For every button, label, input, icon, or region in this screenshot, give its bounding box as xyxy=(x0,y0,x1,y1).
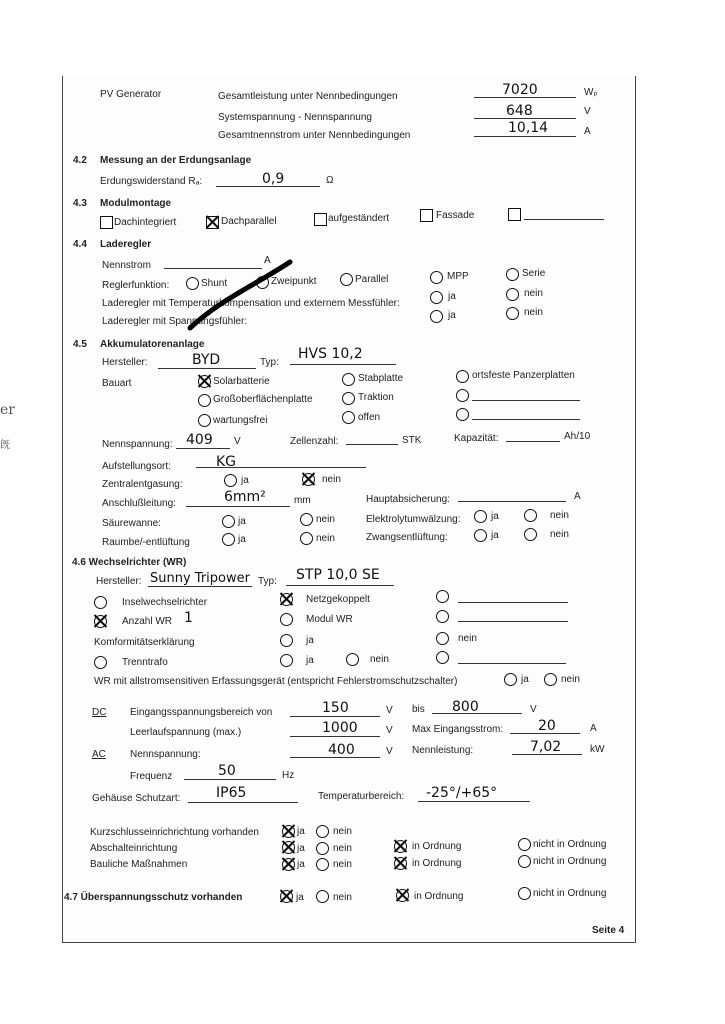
schutzart-value[interactable]: IP65 xyxy=(216,785,247,801)
label-trenntrafo-ja: ja xyxy=(306,655,314,666)
label-saeure-nein: nein xyxy=(316,514,335,525)
page-number: Seite 4 xyxy=(592,925,625,936)
temperatur-label: Temperaturbereich: xyxy=(318,791,405,802)
abschalt-label: Abschalteinrichtung xyxy=(90,843,178,854)
label-netzgekoppelt: Netzgekoppelt xyxy=(306,594,370,605)
radio-kurz-nein[interactable] xyxy=(316,825,329,838)
radio-traktion[interactable] xyxy=(342,392,355,405)
frequenz-unit: Hz xyxy=(282,770,295,781)
label-wartungsfrei: wartungsfrei xyxy=(213,415,268,426)
nennleistung-label: Nennleistung: xyxy=(412,745,474,756)
leerlauf-label: Leerlaufspannung (max.) xyxy=(130,727,242,738)
radio-baulich-nein[interactable] xyxy=(316,858,329,871)
label-ueberspannung-nein: nein xyxy=(333,892,352,903)
radio-baulich-ja[interactable] xyxy=(282,858,295,871)
konformitaet-label: Komformitätserklärung xyxy=(94,637,195,648)
label-baulich-ja: ja xyxy=(297,859,305,870)
label-spannfuehler-ja: ja xyxy=(448,310,456,321)
radio-bauart-other-2[interactable] xyxy=(456,408,469,421)
label-abschalt-ja: ja xyxy=(297,843,305,854)
radio-ueberspannung-ja[interactable] xyxy=(280,890,293,903)
pv-power-value[interactable]: 7020 xyxy=(502,82,538,98)
radio-allstrom-nein[interactable] xyxy=(544,673,557,686)
label-ueberspannung-ordnung: in Ordnung xyxy=(414,891,464,902)
label-elektrolyt-ja: ja xyxy=(491,511,499,522)
pv-voltage-unit: V xyxy=(584,106,591,117)
radio-netzgekoppelt[interactable] xyxy=(280,593,293,606)
eingang-von-value[interactable]: 150 xyxy=(322,700,349,716)
label-abschalt-nicht: nicht in Ordnung xyxy=(533,839,607,850)
wr-other-2-line xyxy=(458,621,568,622)
aufstellungsort-label: Aufstellungsort: xyxy=(102,461,171,472)
section-4-6-title: 4.6 Wechselrichter (WR) xyxy=(72,557,187,568)
radio-zwangs-nein[interactable] xyxy=(524,528,537,541)
schutzart-line xyxy=(188,802,298,803)
label-kurz-ja: ja xyxy=(297,826,305,837)
ac-label: AC xyxy=(92,749,106,760)
pv-voltage-value[interactable]: 648 xyxy=(506,103,533,119)
anschlussleitung-value[interactable]: 6mm² xyxy=(224,489,266,505)
leerlauf-unit: V xyxy=(386,725,393,736)
bauart-other-1-line xyxy=(472,400,580,401)
bauart-other-2-line xyxy=(472,419,580,420)
radio-saeure-ja[interactable] xyxy=(222,515,235,528)
label-allstrom-nein: nein xyxy=(561,674,580,685)
radio-offen[interactable] xyxy=(342,411,355,424)
earth-resistance-value[interactable]: 0,9 xyxy=(262,171,285,187)
raumbelueftung-label: Raumbe/-entlüftung xyxy=(102,537,190,548)
radio-wartungsfrei[interactable] xyxy=(198,414,211,427)
label-konform-ja: ja xyxy=(306,635,314,646)
wr-other-1-line xyxy=(458,602,568,603)
label-saeure-ja: ja xyxy=(238,516,246,527)
maxstrom-unit: A xyxy=(590,723,597,734)
radio-raum-ja[interactable] xyxy=(222,533,235,546)
label-modul-wr: Modul WR xyxy=(306,614,353,625)
battery-voltage-unit: V xyxy=(234,436,241,447)
kapazitaet-label: Kapazität: xyxy=(454,433,499,444)
section-4-5-title: Akkumulatorenanlage xyxy=(100,339,205,350)
hauptabsicherung-unit: A xyxy=(574,491,581,502)
label-panzerplatten: ortsfeste Panzerplatten xyxy=(472,370,575,381)
ac-voltage-value[interactable]: 400 xyxy=(328,742,355,758)
label-ueberspannung-nicht: nicht in Ordnung xyxy=(533,888,607,899)
wr-other-3-line xyxy=(458,663,566,664)
label-tempcomp-ja: ja xyxy=(448,291,456,302)
kapazitaet-unit: Ah/10 xyxy=(564,431,591,442)
battery-manufacturer-value[interactable]: BYD xyxy=(192,352,221,368)
radio-bauart-other-1[interactable] xyxy=(456,389,469,402)
nennstrom-unit: A xyxy=(264,255,271,266)
radio-solarbatterie[interactable] xyxy=(198,375,211,388)
frequenz-label: Frequenz xyxy=(130,771,173,782)
label-baulich-nein: nein xyxy=(333,859,352,870)
label-parallel: Parallel xyxy=(355,274,389,285)
battery-type-line xyxy=(290,364,396,365)
radio-trenntrafo-nein[interactable] xyxy=(346,653,359,666)
eingang-bis-value[interactable]: 800 xyxy=(452,699,479,715)
label-tempcomp-nein: nein xyxy=(524,288,543,299)
radio-abschalt-ja[interactable] xyxy=(282,841,295,854)
leerlauf-line xyxy=(290,736,380,737)
radio-zentral-nein[interactable] xyxy=(302,473,315,486)
label-dachparallel: Dachparallel xyxy=(221,216,277,227)
label-anzahl-wr: Anzahl WR xyxy=(122,616,173,627)
label-zweipunkt: Zweipunkt xyxy=(271,276,317,287)
label-ueberspannung-ja: ja xyxy=(296,892,304,903)
label-inselwechselrichter: Inselwechselrichter xyxy=(122,597,208,608)
radio-zwangs-ja[interactable] xyxy=(474,529,487,542)
label-baulich-ordnung: in Ordnung xyxy=(412,858,462,869)
label-elektrolyt-nein: nein xyxy=(550,510,569,521)
label-shunt: Shunt xyxy=(201,278,228,289)
temperatur-value[interactable]: -25°/+65° xyxy=(426,785,498,801)
radio-allstrom-ja[interactable] xyxy=(504,673,517,686)
label-spannfuehler-nein: nein xyxy=(524,307,543,318)
elektrolyt-label: Elektrolytumwälzung: xyxy=(366,514,461,525)
pv-current-label: Gesamtnennstrom unter Nennbedingungen xyxy=(218,130,411,141)
kapazitaet-line xyxy=(506,441,560,442)
eingang-von-line xyxy=(290,716,380,717)
label-zwangs-ja: ja xyxy=(491,530,499,541)
radio-trenntrafo[interactable] xyxy=(94,656,107,669)
radio-panzerplatten[interactable] xyxy=(456,370,469,383)
section-4-5-number: 4.5 xyxy=(73,339,87,350)
maxstrom-label: Max Eingangsstrom: xyxy=(412,724,504,735)
radio-zentral-ja[interactable] xyxy=(224,474,237,487)
hauptabsicherung-label: Hauptabsicherung: xyxy=(366,494,450,505)
frequenz-line xyxy=(184,779,276,780)
allstrom-label: WR mit allstromsensitiven Erfassungsgerät (entspricht Fehlerstromschutzschalter) xyxy=(94,676,458,687)
schutzart-label: Gehäuse Schutzart: xyxy=(92,793,181,804)
radio-stabplatte[interactable] xyxy=(342,373,355,386)
label-zentral-nein: nein xyxy=(322,474,341,485)
label-solarbatterie: Solarbatterie xyxy=(213,376,270,387)
anzahl-wr-value[interactable]: 1 xyxy=(184,610,193,626)
battery-type-value[interactable]: HVS 10,2 xyxy=(298,346,363,362)
tempcomp-label: Laderegler mit Temperaturkompensation und externem Messfühler: xyxy=(102,298,400,309)
label-trenntrafo: Trenntrafo xyxy=(122,657,168,668)
label-baulich-nicht: nicht in Ordnung xyxy=(533,856,607,867)
aufstellungsort-value[interactable]: KG xyxy=(216,454,237,470)
battery-voltage-label: Nennspannung: xyxy=(102,439,173,450)
label-fassade: Fassade xyxy=(436,210,475,221)
pv-voltage-label: Systemspannung - Nennspannung xyxy=(218,112,372,123)
battery-voltage-value[interactable]: 409 xyxy=(186,432,213,448)
radio-trenntrafo-ja[interactable] xyxy=(280,654,293,667)
label-traktion: Traktion xyxy=(358,392,394,403)
bauart-label: Bauart xyxy=(102,378,132,389)
radio-raum-nein[interactable] xyxy=(300,532,313,545)
label-abschalt-nein: nein xyxy=(333,843,352,854)
radio-grossoberflaeche[interactable] xyxy=(198,394,211,407)
frequenz-value[interactable]: 50 xyxy=(218,763,236,779)
radio-ueberspannung-nein[interactable] xyxy=(316,890,329,903)
kurzschluss-label: Kurzschlusseinrichrichtung vorhanden xyxy=(90,827,259,838)
radio-abschalt-nein[interactable] xyxy=(316,842,329,855)
spannfuehler-label: Laderegler mit Spannungsfühler: xyxy=(102,316,248,327)
label-offen: offen xyxy=(358,412,381,423)
radio-konform-nein[interactable] xyxy=(436,632,449,645)
radio-abschalt-ordnung[interactable] xyxy=(394,840,407,853)
radio-baulich-ordnung[interactable] xyxy=(394,857,407,870)
radio-wr-other-3[interactable] xyxy=(436,651,449,664)
edge-text: er xyxy=(0,402,15,418)
anschlussleitung-line xyxy=(186,506,290,507)
pv-current-value[interactable]: 10,14 xyxy=(508,120,549,136)
label-mpp: MPP xyxy=(447,271,469,282)
maxstrom-value[interactable]: 20 xyxy=(538,718,556,734)
pv-power-label: Gesamtleistung unter Nennbedingungen xyxy=(218,91,398,102)
section-4-7-title: 4.7 Überspannungsschutz vorhanden xyxy=(64,892,243,903)
section-4-4-number: 4.4 xyxy=(73,239,87,250)
label-trenntrafo-nein: nein xyxy=(370,654,389,665)
label-kurz-nein: nein xyxy=(333,826,352,837)
saeurewanne-label: Säurewanne: xyxy=(102,518,161,529)
pv-power-unit: Wₚ xyxy=(584,87,598,98)
radio-elektrolyt-nein[interactable] xyxy=(524,509,537,522)
baulich-label: Bauliche Maßnahmen xyxy=(90,859,188,870)
section-4-2-title: Messung an der Erdungsanlage xyxy=(100,155,252,166)
label-grossoberflaeche: Großoberflächenplatte xyxy=(213,394,313,405)
radio-ueberspannung-nicht[interactable] xyxy=(518,887,531,900)
radio-kurz-ja[interactable] xyxy=(282,825,295,838)
ac-voltage-label: Nennspannung: xyxy=(130,749,201,760)
edge-glyph: 旣 xyxy=(0,440,10,451)
radio-wr-other-1[interactable] xyxy=(436,590,449,603)
label-raum-nein: nein xyxy=(316,533,335,544)
section-4-3-number: 4.3 xyxy=(73,198,87,209)
label-konform-nein: nein xyxy=(458,633,477,644)
zellenzahl-unit: STK xyxy=(402,435,422,446)
anschlussleitung-unit: mm xyxy=(294,495,311,506)
leerlauf-value[interactable]: 1000 xyxy=(322,720,358,736)
label-zentral-ja: ja xyxy=(241,475,249,486)
radio-elektrolyt-ja[interactable] xyxy=(474,510,487,523)
label-zwangs-nein: nein xyxy=(550,529,569,540)
label-abschalt-ordnung: in Ordnung xyxy=(412,841,462,852)
pv-current-unit: A xyxy=(584,126,591,137)
inverter-manufacturer-value[interactable]: Sunny Tripower xyxy=(150,571,250,586)
battery-manufacturer-line xyxy=(158,368,256,369)
nennleistung-value[interactable]: 7,02 xyxy=(530,739,562,755)
eingang-label: Eingangsspannungsbereich von xyxy=(130,707,273,718)
section-4-4-title: Laderegler xyxy=(100,239,152,250)
inverter-manufacturer-label: Hersteller: xyxy=(96,576,142,587)
radio-modul-wr[interactable] xyxy=(280,613,293,626)
section-4-3-title: Modulmontage xyxy=(100,198,172,209)
label-raum-ja: ja xyxy=(238,534,246,545)
earth-resistance-label: Erdungswiderstand Rₐ: xyxy=(100,176,203,187)
earth-resistance-unit: Ω xyxy=(326,175,334,186)
battery-manufacturer-label: Hersteller: xyxy=(102,357,148,368)
anschlussleitung-label: Anschlußleitung: xyxy=(102,498,176,509)
inverter-manufacturer-line xyxy=(148,586,252,587)
reglerfunktion-label: Reglerfunktion: xyxy=(102,280,170,291)
zellenzahl-label: Zellenzahl: xyxy=(290,436,339,447)
pv-generator-label: PV Generator xyxy=(100,89,162,100)
radio-konform-ja[interactable] xyxy=(280,634,293,647)
bis-label: bis xyxy=(412,704,425,715)
ac-voltage-unit: V xyxy=(386,746,393,757)
section-4-2-number: 4.2 xyxy=(73,155,87,166)
battery-voltage-line xyxy=(176,448,230,449)
dc-label: DC xyxy=(92,707,107,718)
label-allstrom-ja: ja xyxy=(521,674,529,685)
label-serie: Serie xyxy=(522,268,546,279)
inverter-type-value[interactable]: STP 10,0 SE xyxy=(296,567,380,583)
temperatur-line xyxy=(418,801,530,802)
eingang-bis-unit: V xyxy=(530,704,537,715)
radio-wr-other-2[interactable] xyxy=(436,610,449,623)
radio-anzahl-wr[interactable] xyxy=(94,615,107,628)
radio-abschalt-nicht[interactable] xyxy=(518,838,531,851)
hauptabsicherung-line xyxy=(458,501,566,502)
radio-ueberspannung-ordnung[interactable] xyxy=(396,889,409,902)
nennstrom-label: Nennstrom xyxy=(102,260,151,271)
zellenzahl-line xyxy=(346,444,398,445)
zentralentgasung-label: Zentralentgasung: xyxy=(102,479,183,490)
nennleistung-unit: kW xyxy=(590,744,605,755)
radio-saeure-nein[interactable] xyxy=(300,513,313,526)
radio-baulich-nicht[interactable] xyxy=(518,855,531,868)
inverter-type-label: Typ: xyxy=(258,576,277,587)
radio-inselwechselrichter[interactable] xyxy=(94,596,107,609)
label-stabplatte: Stabplatte xyxy=(358,373,404,384)
battery-type-label: Typ: xyxy=(260,357,279,368)
eingang-von-unit: V xyxy=(386,705,393,716)
label-aufgestaendert: aufgeständert xyxy=(328,213,390,224)
inverter-type-line xyxy=(286,585,394,586)
zwangsentlueftung-label: Zwangsentlüftung: xyxy=(366,532,448,543)
label-dachintegriert: Dachintegriert xyxy=(114,217,177,228)
